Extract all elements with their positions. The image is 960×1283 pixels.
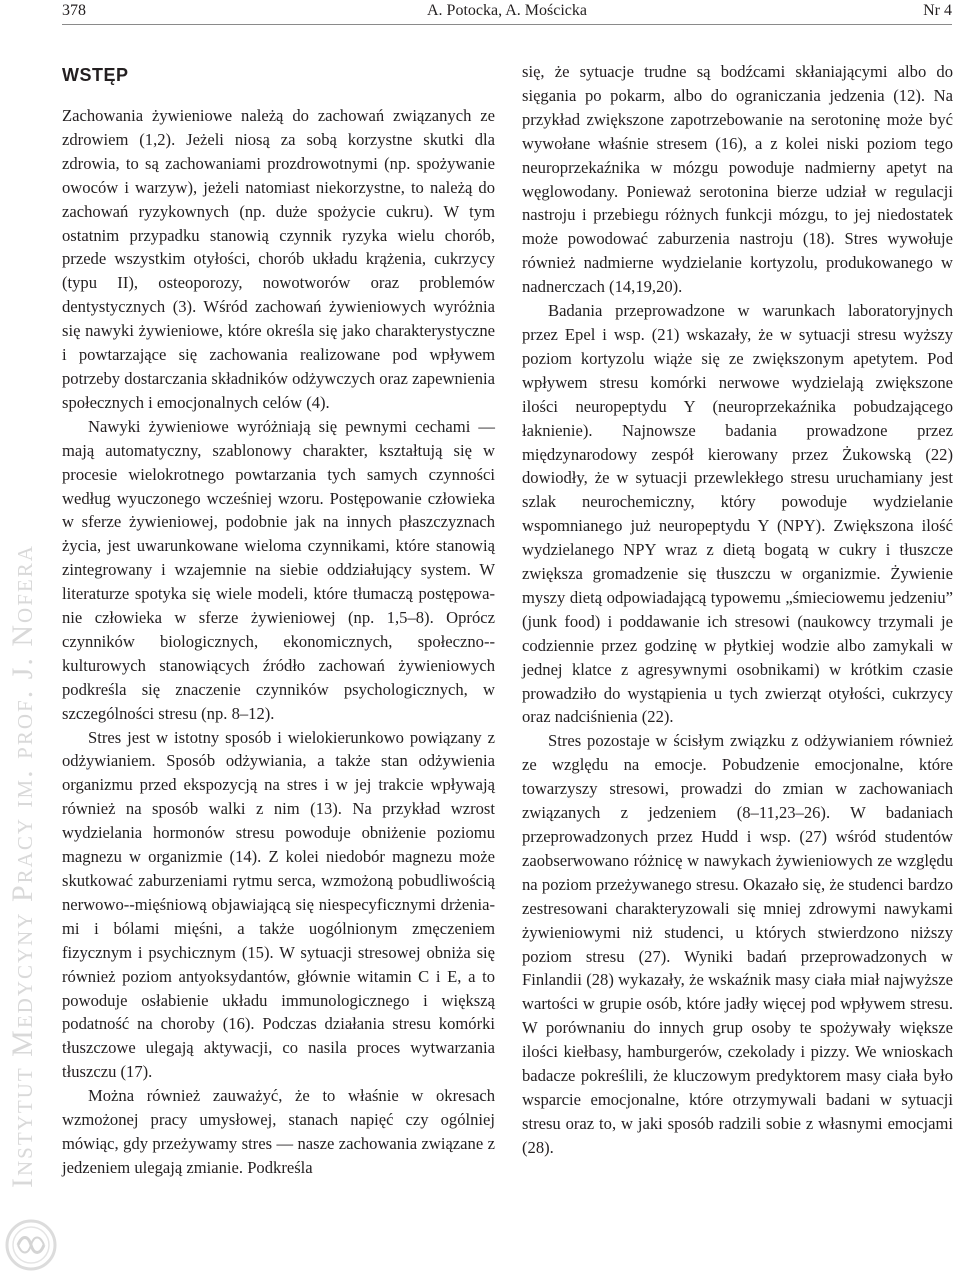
paragraph: Stres jest w istotny sposób i wielokierunkowo powiązany z odżywianiem. Sposób odżywiania, a także stan odżywienia organizmu przed ekspozycją na stres i w jej trakcie wpływają również na sposób walki z nim (13). Na przykład wzrost wydzielania hormonów stresu powoduje obniżenie poziomu magnezu w organizmie (14). Z kolei niedobór magnezu może skutkować zaburzeniami rytmu serca, wzmożoną pobudliwością nerwowo--mięśniową objawiającą się niespecyficznymi drżeniami i bólami mięśni, a także uogólnionym zmęczeniem fizycznym i psychicznym (15). W sytuacji stresowej obniża się również poziom antyoksydantów, głównie witamin C i E, a to powoduje osłabienie układu immunologicznego i większą podatność na choroby (16). Podczas działania stresu komórki tłuszczowe ulegają aktywacji, co nasila proces wytwarzania tłuszczu (17). — [62, 727, 495, 1082]
right-column — [522, 60, 953, 1160]
running-authors: A. Potocka, A. Mościcka — [427, 2, 587, 19]
section-heading-intro: WSTĘP — [62, 65, 129, 85]
page-number: 378 — [62, 2, 86, 19]
paragraph: Stres pozostaje w ścisłym związku z odżywianiem również ze względu na emocje. Pobudzenie emocjonalne, które towarzyszy stresowi, prowadzi do zmian w zachowaniach związanych z jedzeniem (8–11,23–26). W badaniach przeprowadzonych przez Hudd i wsp. (27) wśród studentów zaobserwowano różnicę w nawykach żywieniowych ze względu na poziom przeżywanego stresu. Okazało się, że studenci bardzo zestresowani charakteryzowali się mniej zdrowymi nawykami żywieniowymi niż studenci, u których stwierdzono niższy poziom stresu (27). Wyniki badań przeprowadzonych w Finlandii (28) wykazały, że wskaźnik masy ciała miał najwyższe wartości w grupie osób, które jadły więcej pod wpływem stresu. W porównaniu do innych grup osoby te spożywały większe ilości kiełbasy, hamburgerów, czekolady i pizzy. We wnioskach badacze pokreślili, że kluczowym predyktorem masy ciała było wsparcie emocjonalne, które otrzymywali badani w sytuacji stresu oraz to, w jaki sposób radzili sobie z własnymi emocjami (28). — [522, 731, 953, 1157]
issue-number: Nr 4 — [923, 2, 952, 19]
paragraph: się, że sytuacje trudne są bodźcami skłaniającymi albo do sięgania po pokarm, albo do ograniczania jedzenia (12). Na przykład zwiększone zapotrzebowanie na serotoninę może być wywołane właśnie stresem (16), a z kolei niski poziom tego neuroprzekaźnika w mózgu powoduje nadmierny apetyt na węglowodany. Ponieważ serotonina bierze udział w regulacji nastroju i przebiegu różnych funkcji mózgu, to jej niedostatek może powodować zaburzenia nastroju (18). Stres wywołuje również nadmierne wydzielanie kortyzolu, produkowanego w nadnerczach (14,19,20). — [522, 62, 953, 297]
running-header — [62, 0, 952, 25]
left-column — [62, 60, 495, 1180]
paragraph: Można również zauważyć, że to właśnie w okresach wzmożonej pracy umysłowej, stanach napięć czy ogólniej mówiąc, gdy przeżywamy stres — nasze zachowania związane z jedzeniem ulegają zmianie. Podkreśla — [62, 1086, 495, 1177]
institute-logo-icon — [4, 1218, 58, 1272]
institute-watermark: Instytut Medycyny Pracy im. prof. J. Nofera — [6, 544, 39, 1188]
paragraph: Nawyki żywieniowe wyróżniają się pewnymi cechami — mają automatyczny, szablonowy charakter, kształtują się w procesie wielokrotnego powtarzania tych samych czynności według wyuczonego wcześniej wzoru. Postępowanie człowieka w sferze żywieniowej, podobnie jak na innych płaszczyznach życia, jest uwarunkowane wieloma czynnikami, które stanowią zintegrowany i wzajemnie na siebie oddziałujący system. W literaturze spotyka się wiele modeli, które tłumaczą postępowanie człowieka w sferze żywieniowej (np. 1,5–8). Oprócz czynników biologicznych, ekonomicznych, społeczno--kulturowych stanowiących źródło zachowań żywieniowych podkreśla się znaczenie czynników psychologicznych, w szczególności stresu (np. 8–12). — [62, 416, 495, 723]
paragraph: Zachowania żywieniowe należą do zachowań związanych ze zdrowiem (1,2). Jeżeli niosą za sobą korzystne skutki dla zdrowia, to są zachowaniami prozdrowotnymi (np. spożywanie owoców i warzyw), jeżeli natomiast niekorzystne, to należą do zachowań ryzykownych (np. duże spożycie cukru). W tym ostatnim przypadku stanowią czynnik ryzyka wielu chorób, przede wszystkim otyłości, chorób układu krążenia, cukrzycy (typu II), osteoporozy, nowotworów oraz problemów dentystycznych (3). Wśród zachowań żywieniowych wyróżnia się nawyki żywieniowe, które określa się jako charakterystyczne i powtarzające się zachowania realizowane pod wpływem potrzeby dostarczania składników odżywczych oraz zapewnienia społecznych i emocjonalnych celów (4). — [62, 106, 495, 412]
paragraph: Badania przeprowadzone w warunkach laboratoryjnych przez Epel i wsp. (21) wskazały, że w sytuacji stresu wyższy poziom kortyzolu wiąże się ze zwiększonym apetytem. Pod wpływem stresu komórki nerwowe wydzielają zwiększone ilości neuropeptydu Y (neuroprzekaźnika pobudzającego łaknienie). Najnowsze badania prowadzone przez międzynarodowy zespół kierowany przez Żukowską (22) dowiodły, że w sytuacji przewlekłego stresu uruchamiany jest szlak neurochemiczny, który powoduje wydzielanie wspomnianego już neuropeptydu Y (NPY). Zwiększona ilość wydzielanego NPY wraz z dietą bogatą w cukry i tłuszcze zwiększa gromadzenie się tłuszczu w organizmie. Żywienie myszy dietą odpowiadającą typowemu „śmieciowemu jedzeniu” (junk food) i poddawanie ich stresowi (naukowcy trzymali je codziennie przez godzinę w płytkiej wodzie albo zamykali w jednej klatce z agresywnymi osobnikami) w krótkim czasie prowadziło do wystąpienia u tych zwierząt otyłości, cukrzycy oraz nadciśnienia (22). — [522, 301, 953, 727]
